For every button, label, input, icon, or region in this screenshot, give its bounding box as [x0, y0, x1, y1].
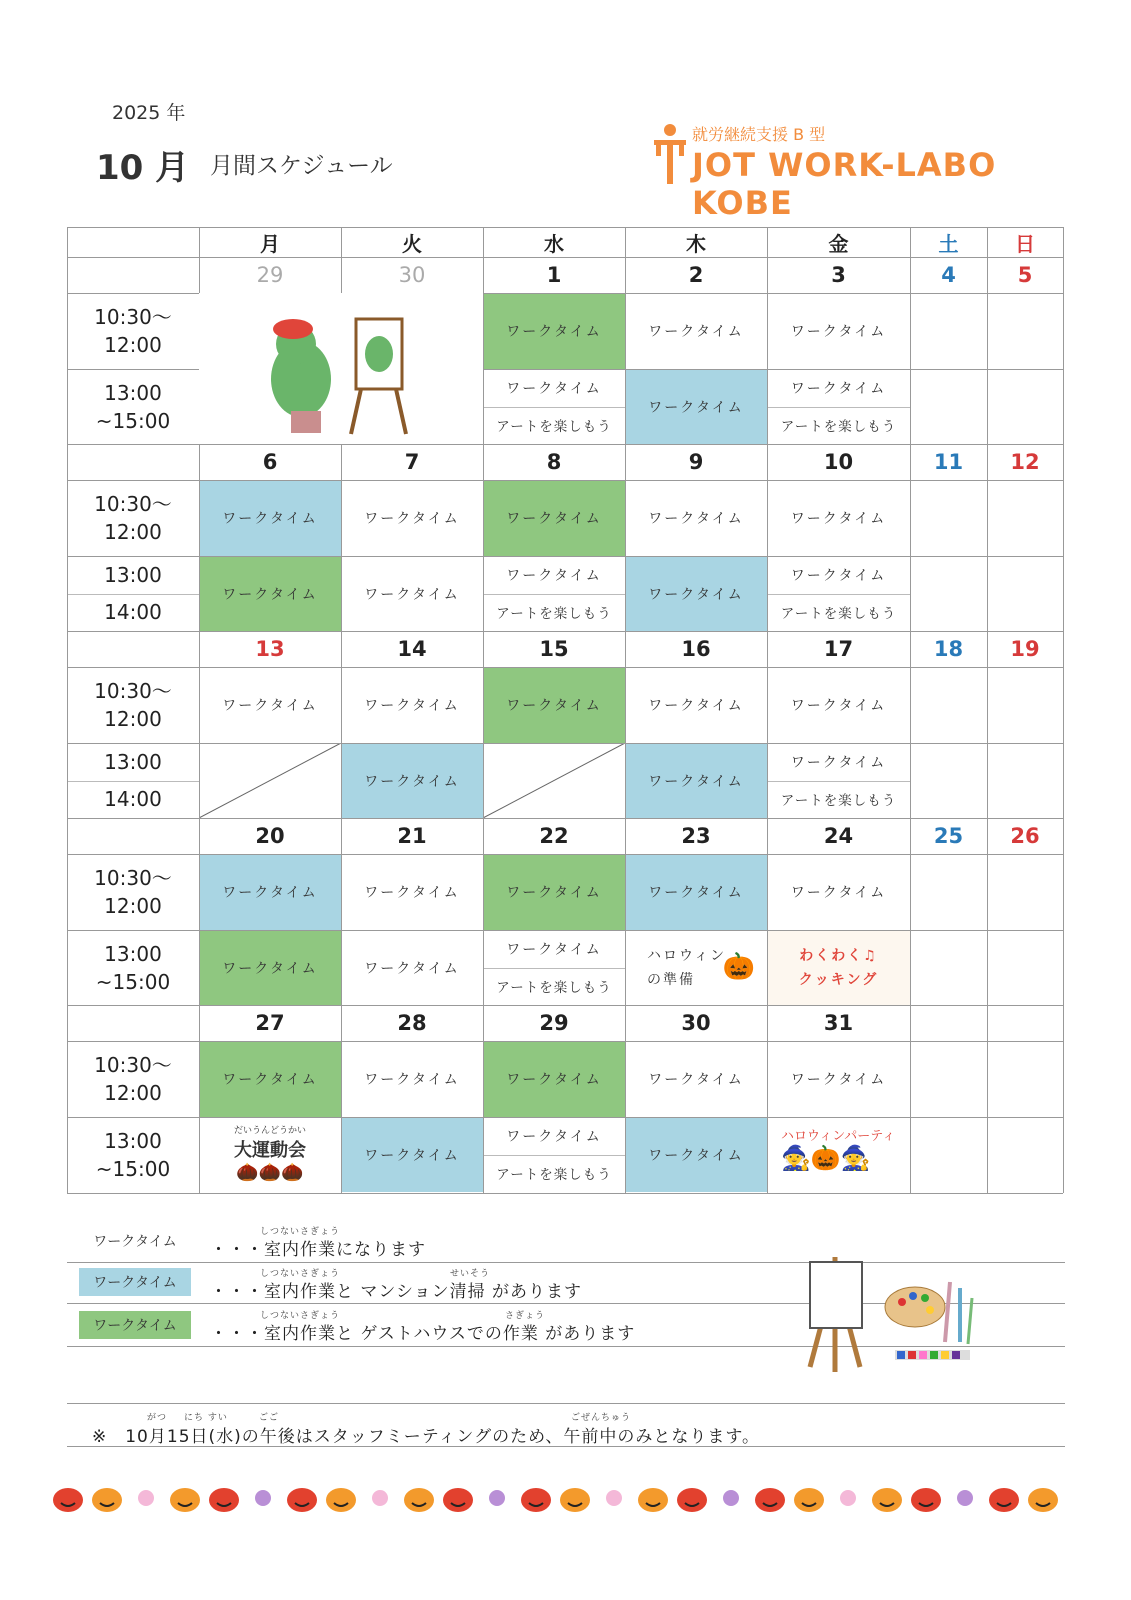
activity-cell: ワークタイム	[364, 586, 460, 603]
time-am	[67, 854, 199, 930]
divider	[67, 930, 1063, 931]
date-number: 9	[688, 450, 704, 474]
date-number: 3	[831, 263, 846, 287]
sports-ruby: だいうんどうかい	[233, 1126, 306, 1136]
activity-cell: ワークタイム	[625, 369, 767, 444]
ghost-icon	[606, 1490, 622, 1506]
date-number: 8	[546, 450, 562, 474]
activity-cell: ワークタイム	[790, 698, 887, 714]
cooking-cell	[767, 930, 910, 1005]
activity-cell: ワークタイム	[648, 511, 744, 527]
date-number: 10	[823, 450, 854, 474]
divider	[199, 480, 1063, 481]
time-text: 12:00	[104, 707, 162, 731]
activity-cell: ワークタイム	[625, 556, 767, 631]
jack-o-lantern-icon	[872, 1488, 902, 1512]
date-number: 15	[539, 637, 569, 661]
activity-cell: ワークタイム	[199, 930, 341, 1005]
activity-cell: ワークタイム	[341, 1117, 483, 1192]
divider	[625, 227, 626, 1193]
divider	[67, 631, 1063, 632]
bird-painter-icon	[199, 293, 483, 444]
time-text: ~15:00	[95, 408, 171, 433]
jack-o-lantern-icon	[209, 1488, 239, 1512]
time-pm-end: 14:00	[104, 787, 162, 812]
legend-text: ・・・室内作業と マンション清掃 があります	[210, 1282, 583, 1302]
date-number: 1	[546, 263, 562, 287]
legend-ruby: せいそう	[450, 1269, 491, 1279]
date-number: 26	[1010, 824, 1040, 848]
activity-cell: ワークタイム	[483, 293, 625, 369]
date-number: 28	[397, 1011, 427, 1035]
time-text: 12:00	[104, 894, 162, 918]
divider	[483, 968, 625, 969]
activity-cell: ワークタイム	[483, 1041, 625, 1117]
jack-o-lantern-icon	[521, 1488, 551, 1512]
activity-cell: ワークタイム	[648, 324, 744, 340]
activity-cell: ワークタイム	[199, 556, 341, 631]
witch-icon: 🎃	[722, 952, 757, 982]
art-cell: アートを楽しもう	[780, 419, 897, 436]
time-text: 10:30～	[94, 1053, 172, 1077]
divider	[483, 227, 484, 1193]
activity-cell: ワークタイム	[648, 1072, 744, 1088]
date-number: 7	[404, 450, 420, 474]
divider	[67, 1005, 1063, 1006]
acorn-runners-icon: 🌰🌰🌰	[236, 1162, 304, 1183]
legend-swatch-blue: ワークタイム	[79, 1268, 191, 1296]
time-pm-start: 13:00	[104, 749, 162, 774]
legend-ruby: しつないさぎょう	[260, 1311, 341, 1321]
activity-cell: ワークタイム	[648, 698, 744, 714]
art-cell: アートを楽しもう	[496, 1167, 612, 1184]
activity-cell: ワークタイム	[506, 1128, 602, 1145]
art-cell: アートを楽しもう	[496, 606, 612, 623]
activity-cell: ワークタイム	[222, 698, 318, 714]
weekday-header: 木	[686, 231, 706, 256]
time-text: ~15:00	[95, 1156, 171, 1181]
date-number: 12	[1010, 450, 1040, 474]
note-ruby: ごぜんちゅう	[571, 1413, 632, 1423]
date-number: 13	[255, 637, 285, 661]
activity-cell: ワークタイム	[790, 380, 887, 397]
date-number: 22	[539, 824, 569, 848]
jack-o-lantern-icon	[677, 1488, 707, 1512]
divider	[767, 407, 910, 408]
divider	[67, 594, 199, 595]
activity-cell: ワークタイム	[790, 754, 887, 771]
time-text: 10:30～	[94, 866, 172, 890]
weekday-header: 土	[938, 231, 959, 256]
divider	[67, 1403, 1065, 1404]
date-number: 30	[398, 263, 426, 287]
time-text: 10:30～	[94, 679, 172, 703]
date-number: 29	[539, 1011, 569, 1035]
date-number: 29	[256, 263, 284, 287]
halloween-prep-cell	[625, 930, 767, 1005]
date-number: 17	[823, 637, 854, 661]
art-cell: アートを楽しもう	[496, 980, 612, 997]
time-pm	[67, 930, 199, 1005]
legend-ruby: さぎょう	[505, 1311, 546, 1321]
legend-ruby: しつないさぎょう	[260, 1227, 341, 1237]
halloween-party-cell	[767, 1117, 910, 1192]
easel-icon	[800, 1252, 990, 1382]
activity-cell: ワークタイム	[483, 667, 625, 743]
date-number: 16	[681, 637, 711, 661]
divider	[483, 1155, 625, 1156]
time-text: 13:00	[104, 380, 162, 405]
weekday-header: 火	[402, 231, 422, 256]
time-am	[67, 480, 199, 556]
jack-o-lantern-icon	[443, 1488, 473, 1512]
divider	[67, 743, 1063, 744]
date-number: 11	[933, 450, 964, 474]
jack-o-lantern-icon	[638, 1488, 668, 1512]
ghost-icon	[138, 1490, 154, 1506]
jack-o-lantern-icon	[989, 1488, 1019, 1512]
party-title: ハロウィンパーティ	[781, 1129, 896, 1144]
weekday-header: 水	[544, 231, 564, 256]
ghost-icon	[372, 1490, 388, 1506]
date-number: 31	[823, 1011, 854, 1035]
art-cell: アートを楽しもう	[780, 793, 897, 810]
activity-cell: ワークタイム	[364, 511, 460, 527]
jack-o-lantern-icon	[287, 1488, 317, 1512]
date-number: 5	[1017, 263, 1033, 287]
logo	[648, 120, 1048, 222]
sports-title: 大運動会	[234, 1140, 306, 1161]
ghost-icon	[489, 1490, 505, 1506]
activity-cell: ワークタイム	[199, 480, 341, 556]
activity-cell: ワークタイム	[506, 567, 602, 584]
divider	[67, 293, 199, 294]
divider	[483, 407, 625, 408]
divider	[767, 781, 910, 782]
time-am	[67, 293, 199, 369]
art-cell: アートを楽しもう	[780, 606, 897, 623]
note-text: ※ 10月15日(水)の午後はスタッフミーティングのため、午前中のみとなります。	[92, 1427, 761, 1447]
special-text: ハロウィン	[647, 947, 727, 964]
date-number: 25	[933, 824, 964, 848]
date-number: 4	[941, 263, 956, 287]
activity-cell: ワークタイム	[364, 885, 460, 901]
ghost-icon	[255, 1490, 271, 1506]
legend-swatch-plain: ワークタイム	[93, 1234, 177, 1250]
time-text: ~15:00	[95, 969, 171, 994]
page-title: 月間スケジュール	[210, 153, 393, 179]
note-ruby: ごご	[259, 1413, 280, 1423]
jack-o-lantern-icon	[170, 1488, 200, 1512]
sports-day-cell	[199, 1117, 341, 1192]
divider	[67, 781, 199, 782]
ghost-icon	[840, 1490, 856, 1506]
divider	[67, 818, 1063, 819]
activity-cell: ワークタイム	[364, 698, 460, 714]
date-number: 23	[681, 824, 711, 848]
activity-cell: ワークタイム	[199, 1041, 341, 1117]
divider	[67, 1193, 1063, 1194]
date-number: 30	[681, 1011, 711, 1035]
time-text: 10:30～	[94, 492, 172, 516]
jack-o-lantern-icon	[92, 1488, 122, 1512]
divider	[67, 227, 68, 1193]
ghost-icon	[957, 1490, 973, 1506]
person-logo-icon	[652, 122, 688, 186]
date-number: 21	[397, 824, 427, 848]
special-text: の準備	[647, 971, 695, 988]
weekday-header: 日	[1015, 231, 1035, 256]
divider	[767, 227, 768, 1193]
year-label: 2025 年	[112, 102, 186, 124]
activity-cell: ワークタイム	[483, 854, 625, 930]
special-text: わくわく♫	[799, 947, 878, 964]
time-pm-end: 14:00	[104, 600, 162, 625]
activity-cell: ワークタイム	[790, 885, 887, 901]
legend-ruby: しつないさぎょう	[260, 1269, 341, 1279]
jack-o-lantern-icon	[794, 1488, 824, 1512]
month-label: 10 月	[96, 148, 190, 188]
divider	[910, 227, 911, 1193]
witch-icon: 🧙🎃🧙	[781, 1144, 871, 1172]
time-pm	[67, 369, 199, 444]
no-activity-slash	[199, 743, 341, 818]
divider	[199, 667, 1063, 668]
divider	[199, 1041, 1063, 1042]
activity-cell: ワークタイム	[506, 380, 602, 397]
divider	[483, 594, 625, 595]
activity-cell: ワークタイム	[364, 960, 460, 977]
no-activity-slash	[483, 743, 625, 818]
divider	[67, 1117, 1063, 1118]
legend-text: ・・・室内作業と ゲストハウスでの作業 があります	[210, 1324, 636, 1344]
art-cell: アートを楽しもう	[496, 419, 612, 436]
jack-o-lantern-icon	[911, 1488, 941, 1512]
activity-cell: ワークタイム	[625, 854, 767, 930]
divider	[67, 257, 1063, 258]
date-number: 27	[255, 1011, 285, 1035]
date-number	[987, 1005, 1063, 1041]
jack-o-lantern-icon	[53, 1488, 83, 1512]
activity-cell: ワークタイム	[483, 480, 625, 556]
time-pm-start: 13:00	[104, 562, 162, 587]
divider	[199, 854, 1063, 855]
divider	[67, 556, 1063, 557]
jack-o-lantern-icon	[1028, 1488, 1058, 1512]
weekday-header: 月	[260, 231, 280, 256]
time-text: 13:00	[104, 941, 162, 966]
date-number: 24	[823, 824, 854, 848]
date-number: 19	[1010, 637, 1040, 661]
jack-o-lantern-icon	[404, 1488, 434, 1512]
jack-o-lantern-icon	[755, 1488, 785, 1512]
date-number: 6	[262, 450, 278, 474]
time-am	[67, 667, 199, 743]
time-text: 12:00	[104, 333, 162, 357]
divider	[767, 594, 910, 595]
divider	[67, 854, 199, 855]
date-number	[910, 1005, 987, 1041]
time-text: 10:30～	[94, 305, 172, 329]
date-number: 2	[688, 263, 704, 287]
logo-tagline: 就労継続支援 B 型	[692, 125, 826, 144]
activity-cell: ワークタイム	[625, 1117, 767, 1192]
special-text: クッキング	[798, 971, 879, 988]
time-text: 12:00	[104, 1081, 162, 1105]
activity-cell: ワークタイム	[790, 324, 887, 340]
jack-o-lantern-icon	[326, 1488, 356, 1512]
date-number: 20	[255, 824, 285, 848]
activity-cell: ワークタイム	[790, 567, 887, 584]
jack-o-lantern-icon	[50, 1476, 1070, 1522]
divider	[1063, 227, 1064, 1193]
weekday-header: 金	[828, 231, 849, 256]
activity-cell: ワークタイム	[506, 941, 602, 958]
activity-cell: ワークタイム	[364, 1072, 460, 1088]
note-ruby: がつ	[147, 1413, 168, 1423]
activity-cell: ワークタイム	[341, 743, 483, 818]
date-number: 14	[397, 637, 427, 661]
ghost-icon	[723, 1490, 739, 1506]
activity-cell: ワークタイム	[625, 743, 767, 818]
divider	[67, 1041, 199, 1042]
divider	[67, 444, 1063, 445]
legend-text: ・・・室内作業になります	[210, 1240, 426, 1260]
activity-cell: ワークタイム	[790, 511, 887, 527]
divider	[67, 667, 199, 668]
time-am	[67, 1041, 199, 1117]
divider	[67, 480, 199, 481]
time-pm	[67, 1117, 199, 1192]
time-text: 12:00	[104, 520, 162, 544]
jack-o-lantern-icon	[560, 1488, 590, 1512]
logo-name: JOT WORK-LABO KOBE	[692, 146, 997, 222]
divider	[987, 227, 988, 1193]
note-ruby: にち すい	[184, 1413, 228, 1423]
divider	[67, 227, 1063, 228]
activity-cell: ワークタイム	[199, 854, 341, 930]
activity-cell: ワークタイム	[790, 1072, 887, 1088]
legend-swatch-green: ワークタイム	[79, 1311, 191, 1339]
date-number: 18	[933, 637, 964, 661]
time-text: 13:00	[104, 1128, 162, 1153]
